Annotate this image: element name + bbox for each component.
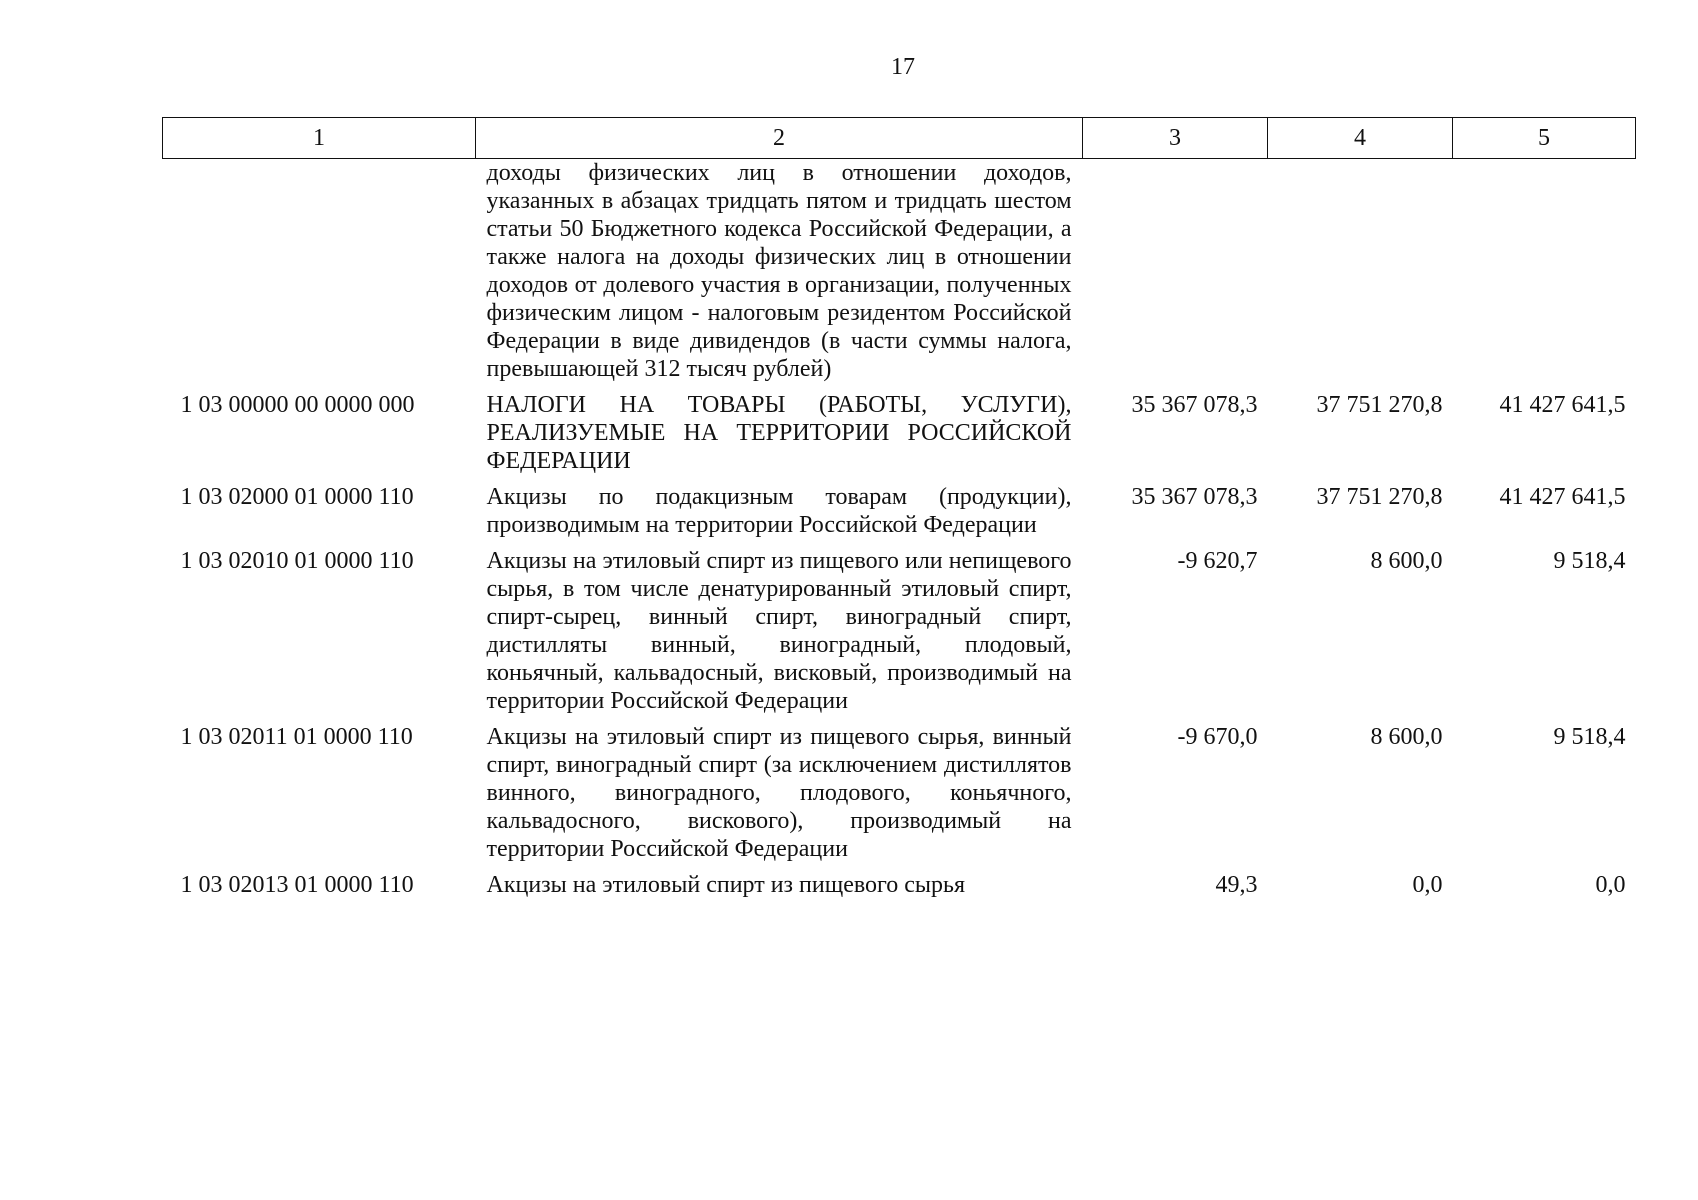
cell-name: Акцизы по подакцизным товарам (продукции), производимым на территории Российской Федерации: [486, 484, 1072, 538]
cell-code: 1 03 02010 01 0000 110: [180, 548, 414, 574]
cell-code: [163, 159, 476, 392]
header-col-4: 4: [1268, 118, 1453, 159]
cell-name: Акцизы на этиловый спирт из пищевого сырья, винный спирт, виноградный спирт (за исключением дистиллятов винного, виноградного, плодового, коньячного, кальвадосного, вискового), производимый на территории Российской Федерации: [486, 724, 1072, 862]
cell-col3: -9 620,7: [1177, 548, 1258, 574]
cell-col4: 8 600,0: [1370, 548, 1443, 574]
header-col-3: 3: [1083, 118, 1268, 159]
table-row: [163, 483, 1636, 547]
page-number: 17: [891, 54, 915, 80]
cell-code: 1 03 02013 01 0000 110: [180, 872, 414, 898]
cell-col3: -9 670,0: [1177, 724, 1258, 750]
table-header: [163, 118, 1636, 159]
cell-col4: 8 600,0: [1370, 724, 1443, 750]
table-row: [163, 547, 1636, 723]
cell-code: 1 03 00000 00 0000 000: [180, 392, 415, 418]
cell-col3: 35 367 078,3: [1131, 484, 1258, 510]
cell-col4: 37 751 270,8: [1316, 484, 1443, 510]
header-col-2: 2: [476, 118, 1083, 159]
cell-col5: 41 427 641,5: [1499, 484, 1626, 510]
cell-code: 1 03 02011 01 0000 110: [180, 724, 413, 750]
table-row: [163, 391, 1636, 483]
cell-name: НАЛОГИ НА ТОВАРЫ (РАБОТЫ, УСЛУГИ), РЕАЛИЗУЕМЫЕ НА ТЕРРИТОРИИ РОССИЙСКОЙ ФЕДЕРАЦИИ: [486, 392, 1072, 474]
cell-code: 1 03 02000 01 0000 110: [180, 484, 414, 510]
cell-col4: 37 751 270,8: [1316, 392, 1443, 418]
table-row: [163, 871, 1636, 899]
cell-col3: 35 367 078,3: [1131, 392, 1258, 418]
table-row-continuation: [163, 159, 1636, 392]
cell-col4: [1268, 159, 1453, 392]
budget-table: [162, 117, 1636, 899]
cell-col5: [1453, 159, 1636, 392]
cell-col5: 0,0: [1595, 872, 1626, 898]
cell-col3: 49,3: [1215, 872, 1258, 898]
cell-col5: 9 518,4: [1553, 724, 1626, 750]
table-body: [163, 159, 1636, 900]
cell-col5: 9 518,4: [1553, 548, 1626, 574]
cell-name: доходы физических лиц в отношении доходов, указанных в абзацах тридцать пятом и тридцать шестом статьи 50 Бюджетного кодекса Российской Федерации, а также налога на доходы физических лиц в отношении доходов от долевого участия в организации, полученных физическим лицом - налоговым резидентом Российской Федерации в виде дивидендов (в части суммы налога, превышающей 312 тысяч рублей): [486, 160, 1072, 382]
header-row: [163, 118, 1636, 159]
header-col-1: 1: [163, 118, 476, 159]
cell-name: Акцизы на этиловый спирт из пищевого сырья: [486, 872, 966, 898]
cell-col5: 41 427 641,5: [1499, 392, 1626, 418]
table-row: [163, 723, 1636, 871]
cell-col4: 0,0: [1412, 872, 1443, 898]
cell-col3: [1083, 159, 1268, 392]
header-col-5: 5: [1453, 118, 1636, 159]
cell-name: Акцизы на этиловый спирт из пищевого или непищевого сырья, в том числе денатурированный этиловый спирт, спирт-сырец, винный спирт, виноградный спирт, дистилляты винный, виноградный, плодовый, коньячный, кальвадосный, висковый, производимый на территории Российской Федерации: [486, 548, 1072, 714]
